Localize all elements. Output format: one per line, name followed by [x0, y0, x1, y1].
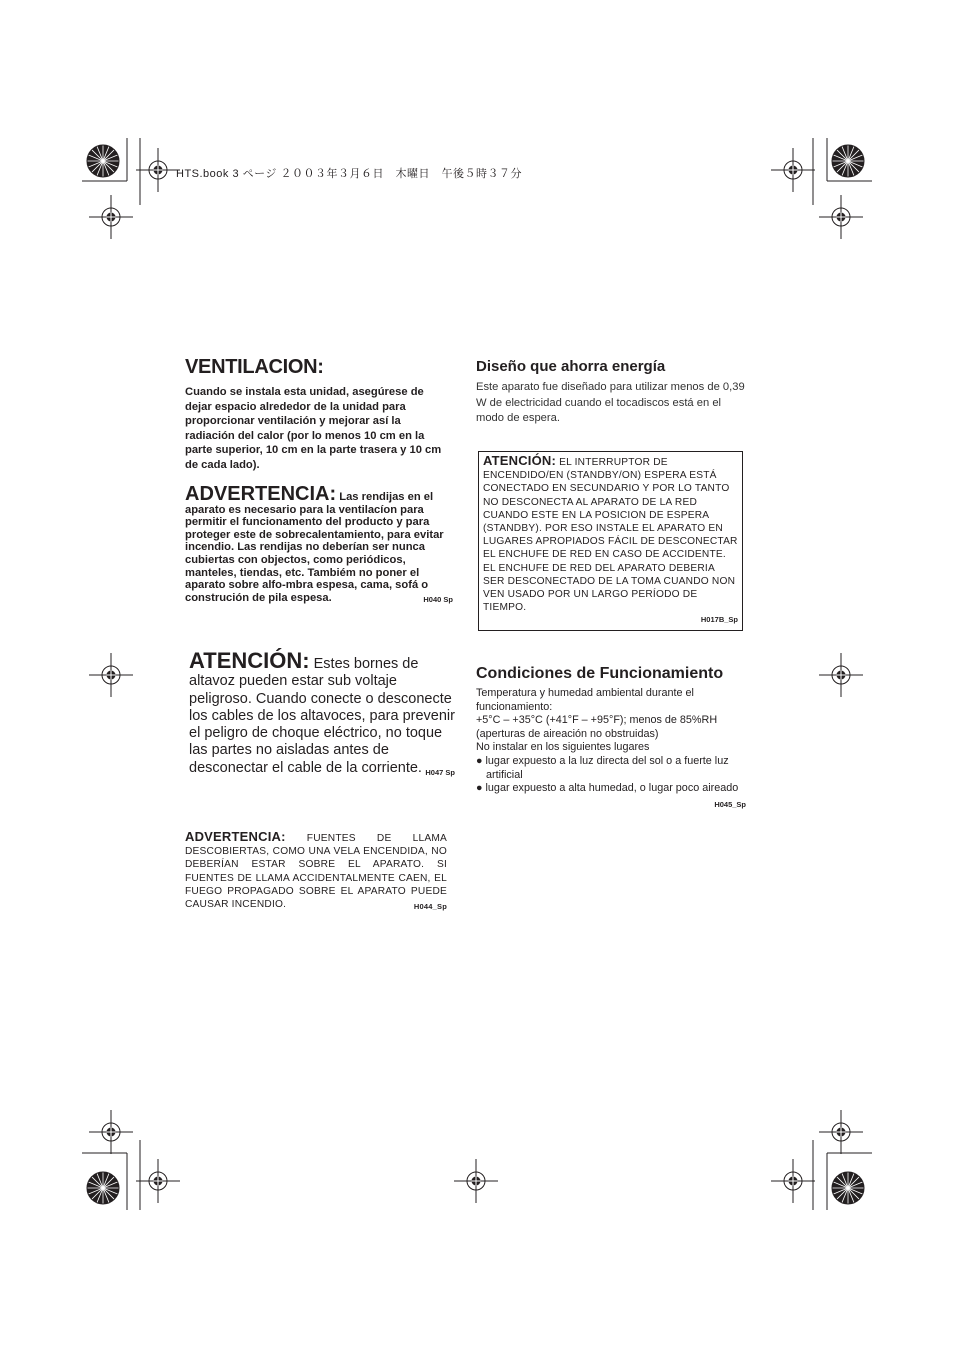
- reference-code: H047 Sp: [425, 767, 455, 777]
- atencion-standby-box: [478, 451, 743, 631]
- advertencia-ventilation-section: [185, 483, 453, 606]
- reference-code: H044_Sp: [413, 902, 447, 912]
- atencion-title: ATENCIÓN:: [189, 648, 310, 673]
- ventilacion-title: VENTILACION:: [185, 356, 324, 378]
- condiciones-title: Condiciones de Funcionamiento: [476, 665, 724, 682]
- diseno-title: Diseño que ahorra energía: [476, 358, 666, 375]
- atencion-body: Estes bornes de altavoz pueden estar sub voltaje peligroso. Cuando conecte o desconecte los cables de los altavoces, para prevenir el peligro de choque eléctrico, no toque las partes no aisladas antes de desconectar el cable de la corriente.: [189, 656, 455, 776]
- list-item: ● lugar expuesto a alta humedad, o lugar poco aireado: [476, 782, 739, 795]
- advertencia-body: Las rendijas en el aparato es necesario para la ventilacíon para permitir el funcionamento del producto y para proteger este de sobrecalentamiento, para evitar incendio. Las rendijas no deberían ser nunca cubiertas con objectos, como periódicos, manteles, tiendas, etc. Tambiém no poner el aparato sobre alfo-mbra espesa, cama, sofá o construción de pila espesa.: [185, 491, 444, 604]
- condiciones-section: [476, 663, 746, 811]
- ventilacion-body: Cuando se instala esta unidad, asegúrese de dejar espacio alrededor de la unidad para proporcionar ventilación y mejorar así la radiación del calor (por lo menos 10 cm en la parte superior, 10 cm en la parte trasera y 10 cm de cada lado).: [185, 386, 442, 471]
- condiciones-line: +5°C – +35°C (+41°F – +95°F); menos de 85%RH (aperturas de aireación no obstruidas): [476, 714, 718, 740]
- advertencia-body: FUENTES DE LLAMA DESCOBIERTAS, COMO UNA VELA ENCENDIDA, NO DEBERÍAN ESTAR SOBRE EL APARATO. SI FUENTES DE LLAMA ACCIDENTALMENTE CAEN, EL FUEGO PROPAGADO SOBRE EL APARATO PUEDE CAUSAR INCENDIO.: [185, 833, 447, 911]
- atencion-speaker-section: [189, 648, 455, 781]
- advertencia-title: ADVERTENCIA:: [185, 483, 337, 505]
- advertencia-flame-section: [185, 830, 447, 913]
- atencion-title: ATENCIÓN:: [483, 453, 557, 468]
- print-header: HTS.book 3 ページ ２００３年３月６日 木曜日 午後５時３７分: [176, 168, 522, 180]
- advertencia-title: ADVERTENCIA:: [185, 829, 286, 844]
- condiciones-line: No instalar en los siguientes lugares: [476, 741, 650, 754]
- list-item: ● lugar expuesto a la luz directa del sol o a fuerte luz artificial: [476, 754, 729, 781]
- diseno-body: Este aparato fue diseñado para utilizar menos de 0,39 W de electricidad cuando el tocadiscos está en el modo de espera.: [476, 381, 745, 425]
- diseno-section: [476, 358, 746, 427]
- reference-code: H040 Sp: [423, 594, 453, 604]
- atencion-body: EL INTERRUPTOR DE ENCENDIDO/EN (STANDBY/ON) ESPERA ESTÁ CONECTADO EN SECUNDARIO Y POR LO TANTO NO DESCONECTA AL APARATO DE LA RED CUANDO ESTE EN LA POSICION DE ESPERA (STANDBY). POR ESO INSTALE EL APARATO EN LUGARES APROPIADOS FÁCIL DE DESCONECTAR EL ENCHUFE DE RED EN CASO DE ACCIDENTE. EL ENCHUFE DE RED DEL APARATO DEBERIA SER DESCONECTADO DE LA TOMA CUANDO NON VEN USADO POR UN LARGO PERÍODO DE TIEMPO.: [483, 457, 738, 614]
- reference-code: H017B_Sp: [700, 615, 738, 625]
- condiciones-line: Temperatura y humedad ambiental durante el funcionamiento:: [476, 687, 694, 713]
- ventilacion-section: [185, 356, 453, 472]
- reference-code: H045_Sp: [714, 799, 746, 809]
